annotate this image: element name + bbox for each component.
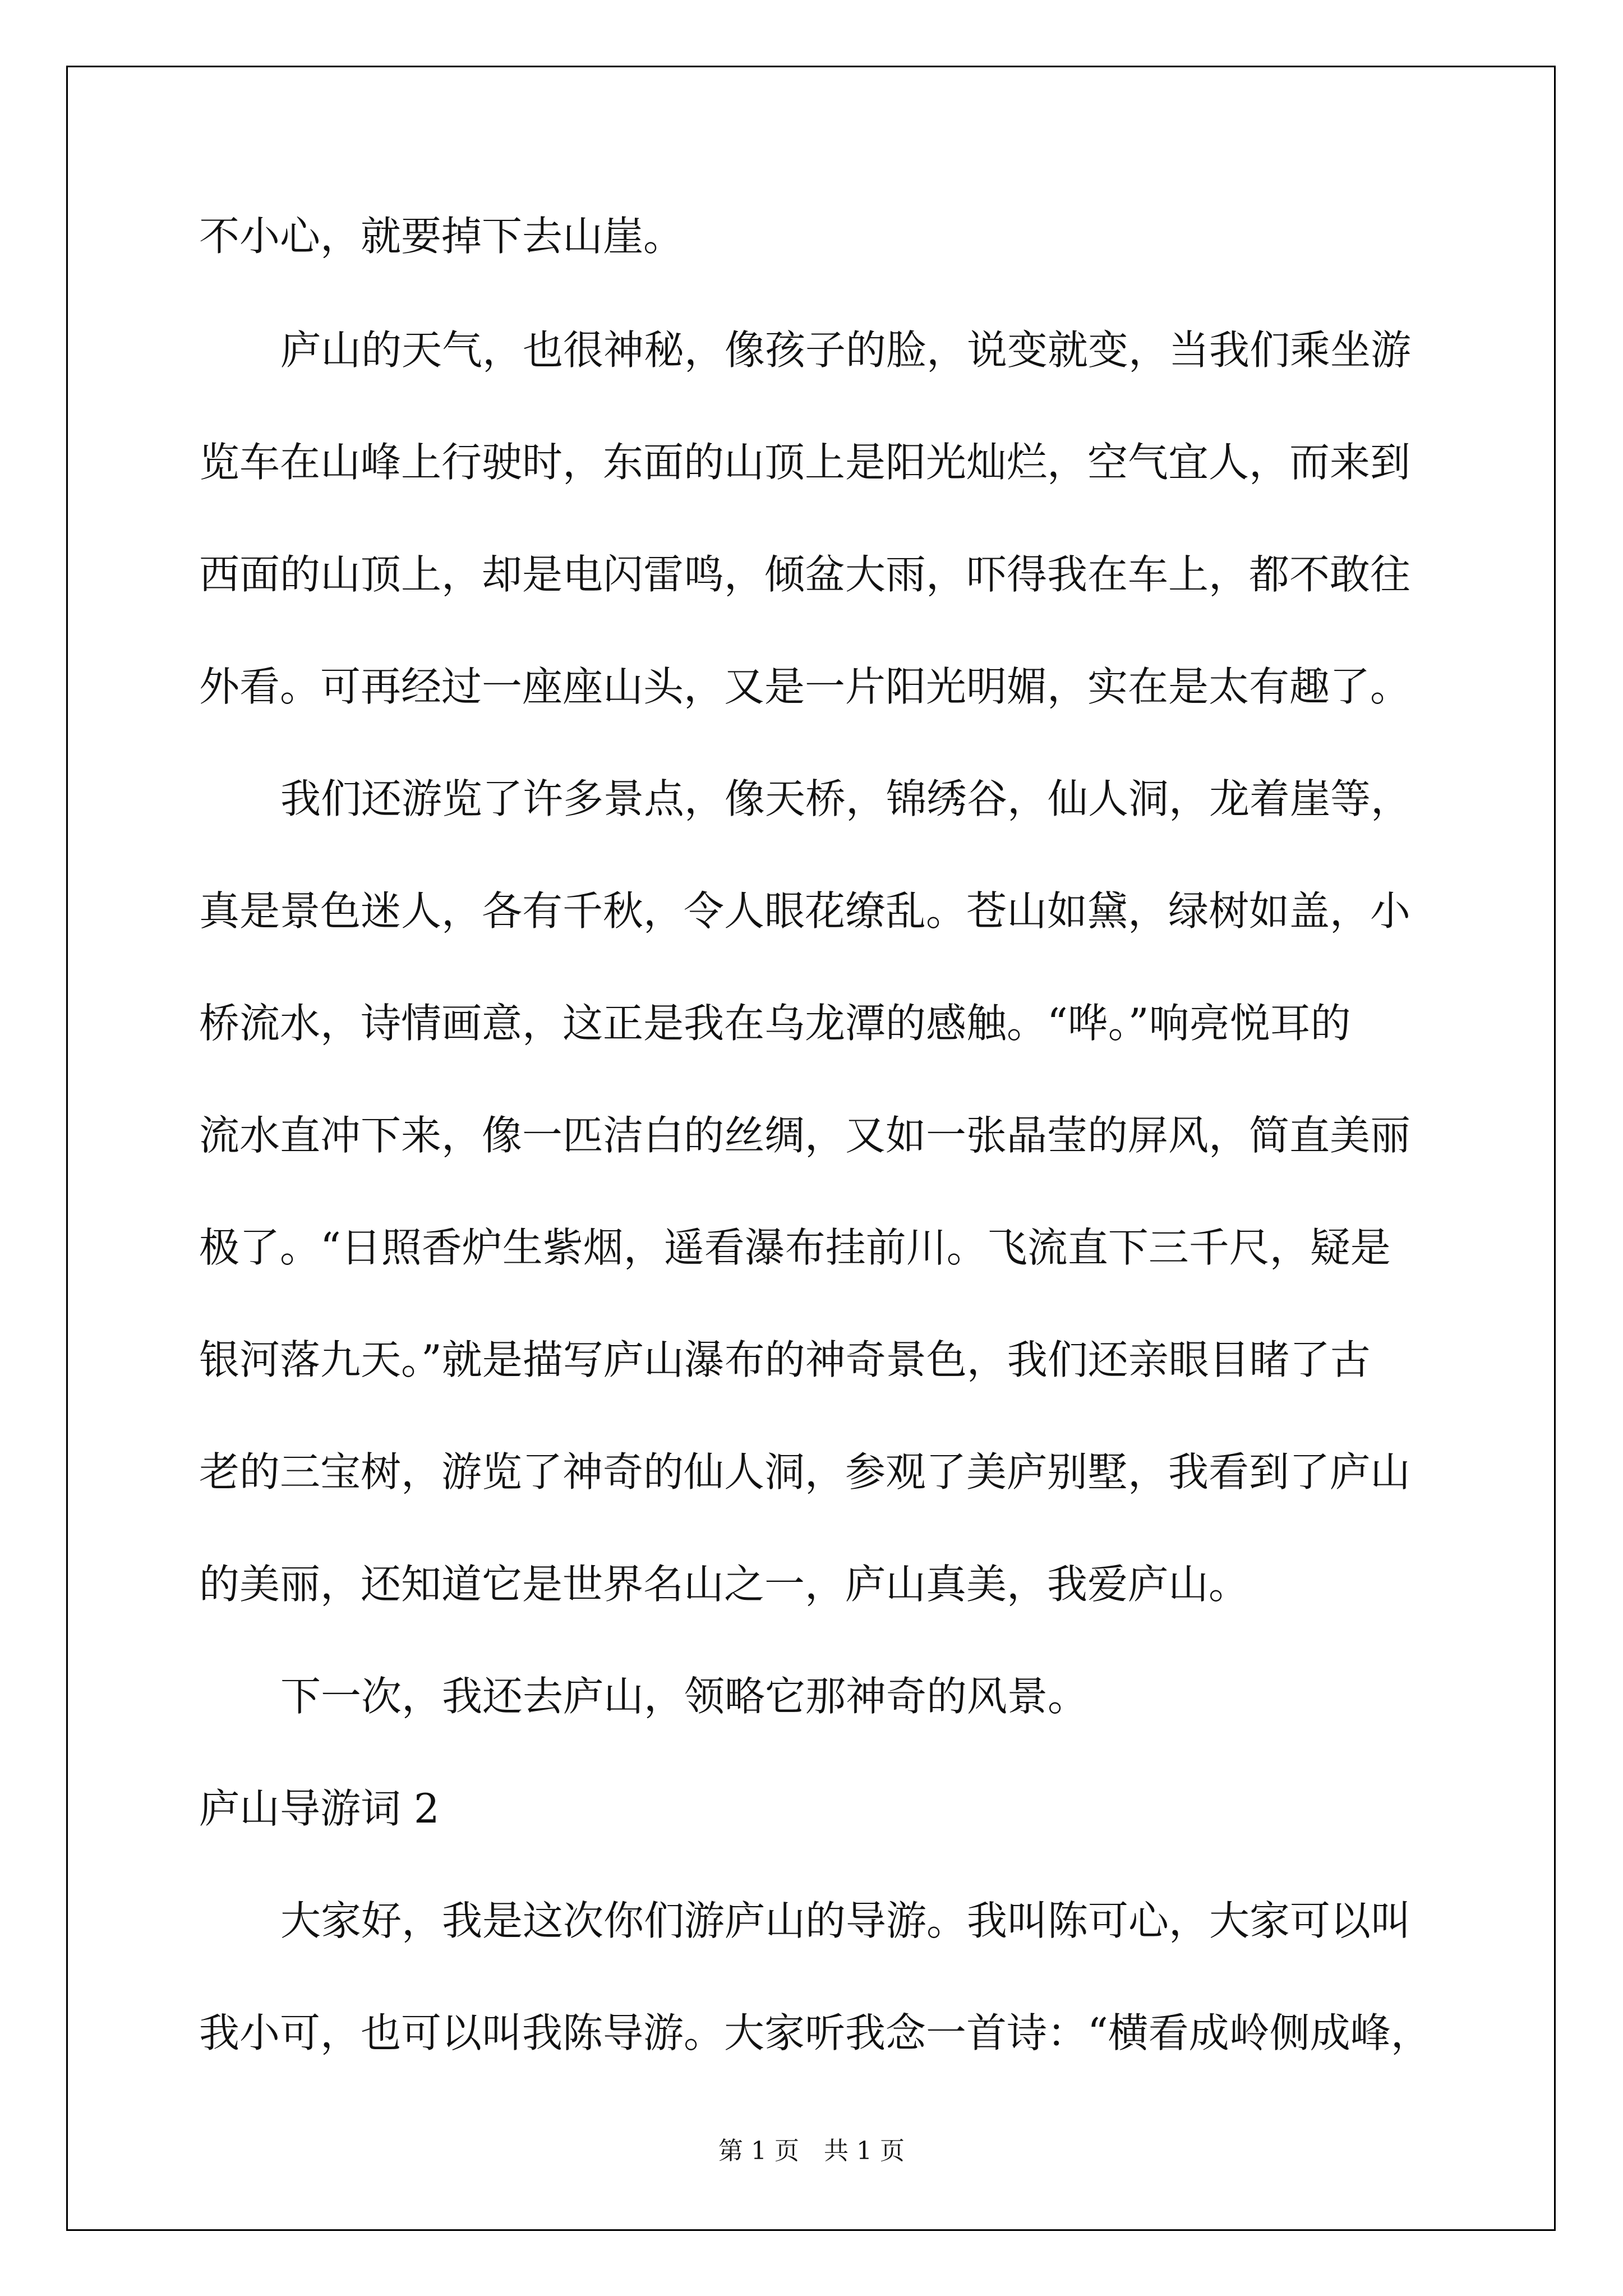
text-line: 的美丽，还知道它是世界名山之一，庐山真美，我爱庐山。 xyxy=(199,1561,1249,1608)
paragraph-start-line: 下一次，我还去庐山，领略它那神奇的风景。 xyxy=(280,1673,1089,1720)
text-line: 桥流水，诗情画意，这正是我在乌龙潭的感触。“哗。”响亮悦耳的 xyxy=(199,1000,1351,1047)
text-line: 我小可，也可以叫我陈导游。大家听我念一首诗：“横看成岭侧成峰， xyxy=(199,2009,1431,2056)
text-line: 银河落九天。”就是描写庐山瀑布的神奇景色，我们还亲眼目睹了古 xyxy=(199,1336,1371,1383)
page-footer: 第 1 页 共 1 页 xyxy=(718,2137,905,2165)
paragraph-start-line: 庐山的天气，也很神秘，像孩子的脸，说变就变，当我们乘坐游 xyxy=(280,326,1412,374)
paragraph-start-line: 我们还游览了许多景点，像天桥，锦绣谷，仙人洞，龙着崖等， xyxy=(280,775,1412,822)
text-line: 老的三宝树，游览了神奇的仙人洞，参观了美庐别墅，我看到了庐山 xyxy=(199,1448,1411,1496)
text-line: 览车在山峰上行驶时，东面的山顶上是阳光灿烂，空气宜人，而来到 xyxy=(199,439,1411,486)
text-line: 外看。可再经过一座座山头，又是一片阳光明媚，实在是太有趣了。 xyxy=(199,663,1411,710)
text-line: 流水直冲下来，像一匹洁白的丝绸，又如一张晶莹的屏风，简直美丽 xyxy=(199,1112,1411,1159)
text-line: 真是景色迷人，各有千秋，令人眼花缭乱。苍山如黛，绿树如盖，小 xyxy=(199,887,1411,935)
section-heading: 庐山导游词 2 xyxy=(199,1785,440,1832)
text-line: 不小心，就要掉下去山崖。 xyxy=(199,213,684,260)
text-line: 极了。“日照香炉生紫烟，遥看瀑布挂前川。飞流直下三千尺，疑是 xyxy=(199,1224,1391,1271)
text-line: 西面的山顶上，却是电闪雷鸣，倾盆大雨，吓得我在车上，都不敢往 xyxy=(199,551,1411,598)
paragraph-start-line: 大家好，我是这次你们游庐山的导游。我叫陈可心，大家可以叫 xyxy=(280,1897,1412,1944)
